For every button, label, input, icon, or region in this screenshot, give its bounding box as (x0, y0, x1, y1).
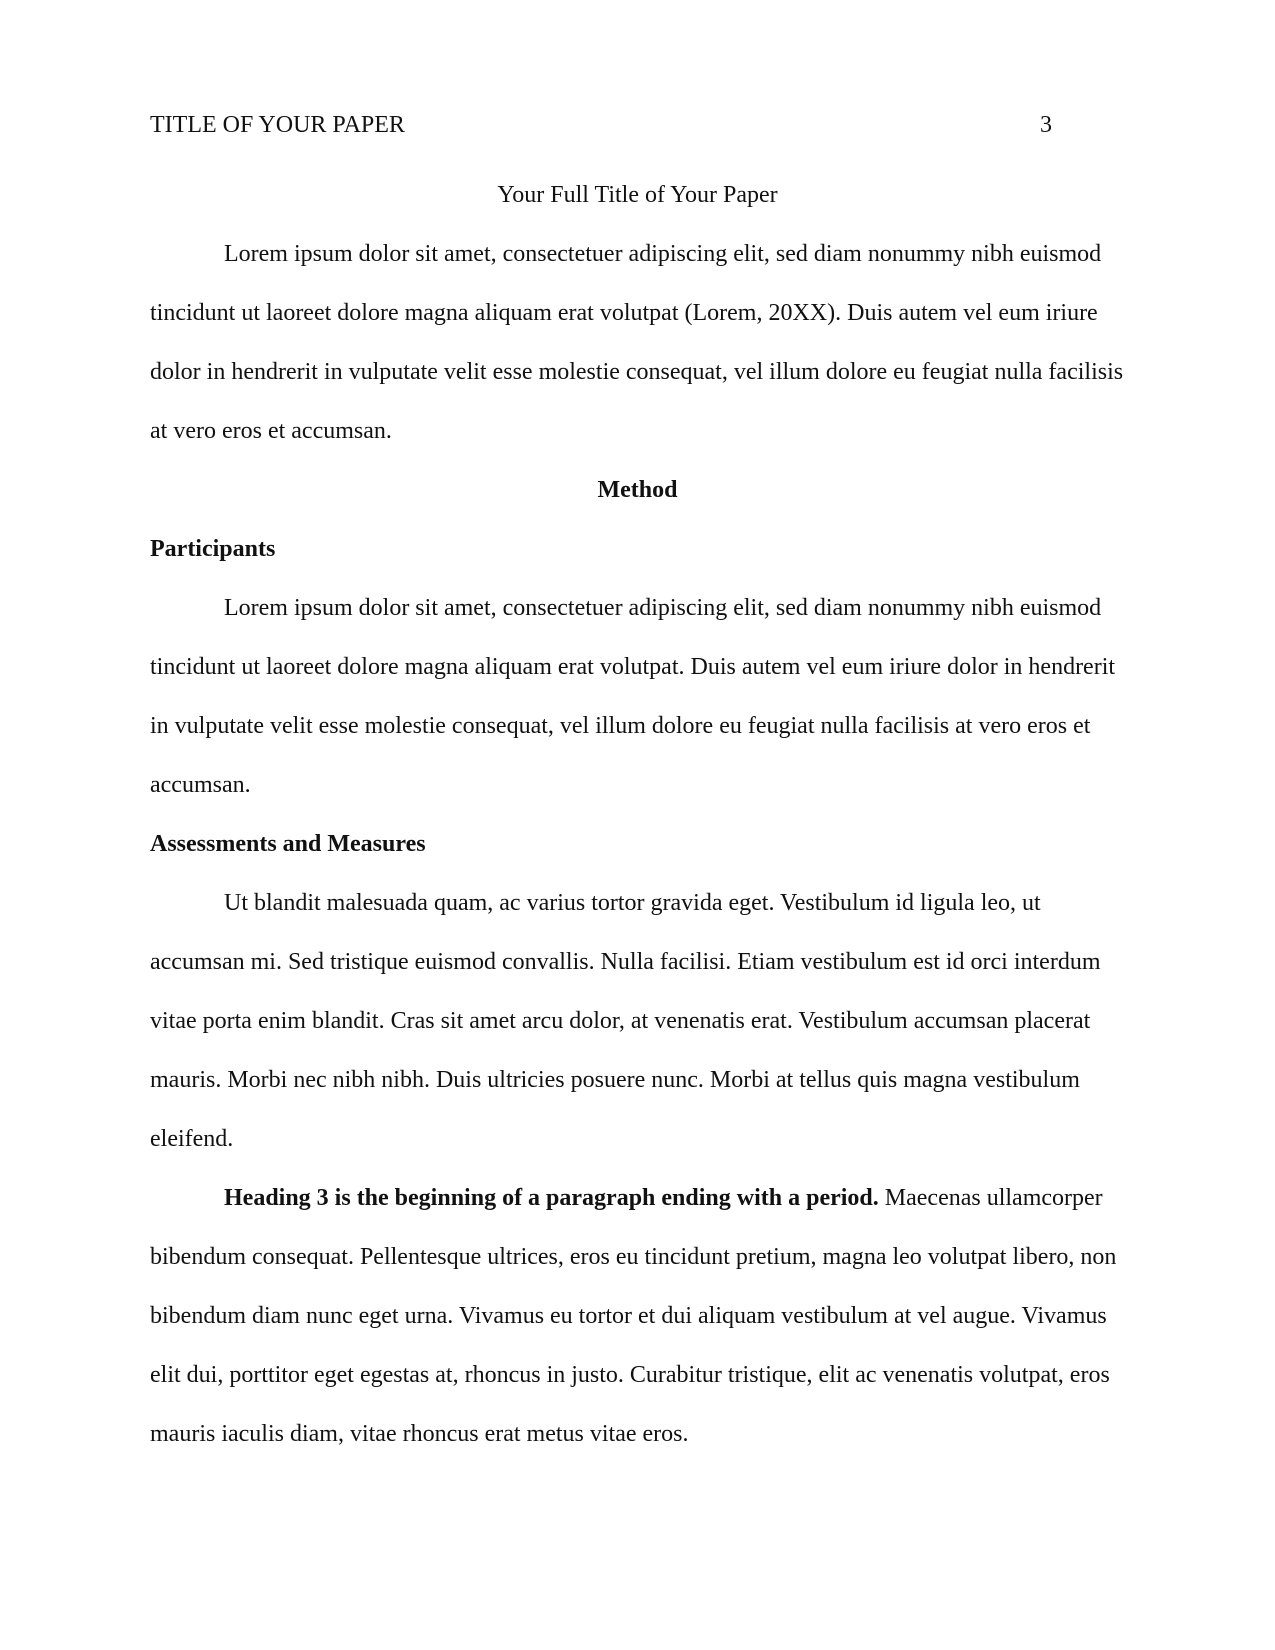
heading3-run-in: Heading 3 is the beginning of a paragraph ending with a period. (224, 1185, 879, 1211)
method-heading: Method (597, 477, 678, 503)
participants-heading: Participants (150, 536, 276, 562)
intro-paragraph: Lorem ipsum dolor sit amet, consectetuer adipiscing elit, sed diam nonummy nibh euismod tincidunt ut laoreet dolore magna aliquam erat volutpat (Lorem, 20XX). Duis autem vel eum iriure dolor in hendrerit in vulputate velit esse molestie consequat, vel illum dolore eu feugiat nulla facilisis at vero eros et accumsan. (150, 241, 1124, 444)
paper-body (150, 166, 1125, 1464)
running-head: TITLE OF YOUR PAPER (150, 112, 405, 138)
participants-paragraph: Lorem ipsum dolor sit amet, consectetuer adipiscing elit, sed diam nonummy nibh euismod tincidunt ut laoreet dolore magna aliquam erat volutpat. Duis autem vel eum iriure dolor in hendrerit in vulputate velit esse molestie consequat, vel illum dolore eu feugiat nulla facilisis at vero eros et accumsan. (150, 595, 1116, 798)
page-number: 3 (1040, 112, 1052, 138)
heading3-paragraph-text: Maecenas ullamcorper bibendum consequat. Pellentesque ultrices, eros eu tincidunt pretium, magna leo volutpat libero, non bibendum diam nunc eget urna. Vivamus eu tortor et dui aliquam vestibulum at vel augue. Vivamus elit dui, porttitor eget egestas at, rhoncus in justo. Curabitur tristique, elit ac venenatis volutpat, eros mauris iaculis diam, vitae rhoncus erat metus vitae eros. (150, 1185, 1117, 1447)
paper-title: Your Full Title of Your Paper (497, 182, 778, 208)
assessments-paragraph: Ut blandit malesuada quam, ac varius tortor gravida eget. Vestibulum id ligula leo, ut accumsan mi. Sed tristique euismod convallis. Nulla facilisi. Etiam vestibulum est id orci interdum vitae porta enim blandit. Cras sit amet arcu dolor, at venenatis erat. Vestibulum accumsan placerat mauris. Morbi nec nibh nibh. Duis ultricies posuere nunc. Morbi at tellus quis magna vestibulum eleifend. (150, 890, 1101, 1152)
heading3-paragraph (150, 1169, 1125, 1464)
assessments-heading: Assessments and Measures (150, 831, 426, 857)
